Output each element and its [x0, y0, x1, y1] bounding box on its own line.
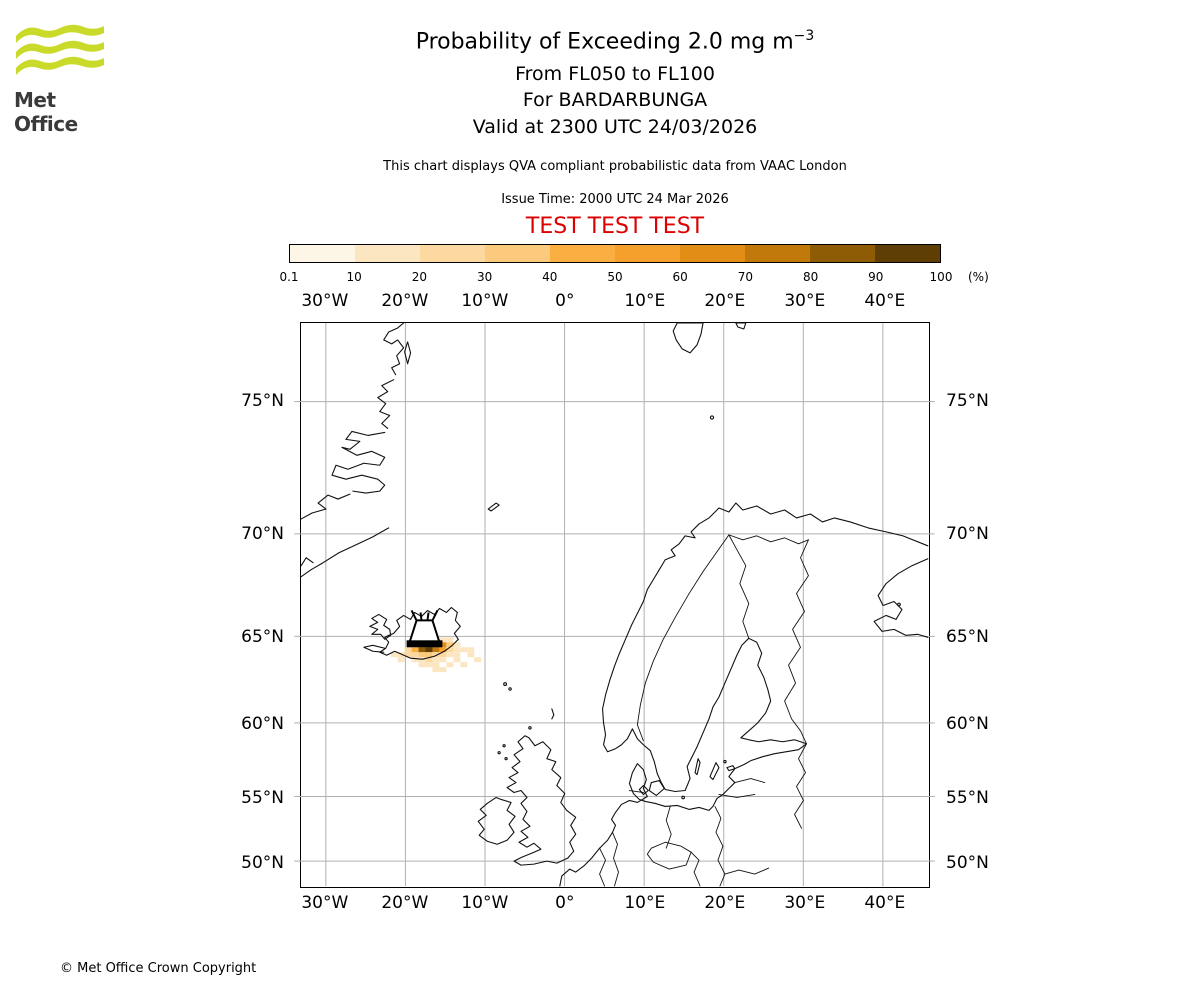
colorbar-segment	[485, 245, 550, 262]
greenland-coast	[301, 323, 410, 577]
ash-probability-cell	[405, 647, 412, 652]
small-islands	[488, 416, 900, 799]
page-title	[250, 28, 980, 54]
met-office-waves-icon	[14, 22, 106, 82]
latitude-label: 60°N	[241, 714, 284, 734]
colorbar-segment	[420, 245, 485, 262]
ash-probability-cell	[439, 657, 446, 662]
test-banner: TEST TEST TEST	[525, 214, 705, 239]
colorbar-segment	[550, 245, 615, 262]
ash-probability-cell	[460, 647, 467, 652]
colorbar-segment	[290, 245, 355, 262]
met-office-logo-text: Met Office	[14, 88, 78, 136]
latitude-axis-right	[938, 322, 1058, 888]
subtitle-valid-time: Valid at 2300 UTC 24/03/2026	[472, 116, 758, 138]
ash-probability-cell	[426, 647, 433, 652]
ash-probability-cell	[432, 667, 439, 672]
ash-probability-cell	[446, 637, 453, 642]
ash-probability-cell	[453, 647, 460, 652]
longitude-label: 10°W	[461, 291, 509, 311]
country-borders	[600, 535, 809, 886]
longitude-label: 20°W	[381, 291, 429, 311]
colorbar-segment	[680, 245, 745, 262]
ash-probability-cell	[432, 657, 439, 662]
qva-note: This chart displays QVA compliant probabilistic data from VAAC London	[383, 159, 847, 174]
ash-probability-cell	[446, 652, 453, 657]
title-superscript: −3	[793, 28, 815, 44]
colorbar-segment	[355, 245, 420, 262]
colorbar-tick-label: 100	[929, 270, 953, 284]
latitude-label: 55°N	[946, 788, 989, 808]
latitude-label: 55°N	[241, 788, 284, 808]
svalbard-coast	[673, 323, 746, 353]
ash-probability-cell	[446, 647, 453, 652]
latitude-label: 65°N	[946, 627, 989, 647]
colorbar-tick-label: 0.1	[279, 270, 299, 284]
colorbar-tick-label: 80	[802, 270, 819, 284]
colorbar-tick-labels	[279, 270, 953, 286]
longitude-label: 0°	[555, 291, 575, 311]
met-office-logo	[14, 22, 114, 136]
ash-probability-cell	[439, 667, 446, 672]
ash-probability-cell	[398, 657, 405, 662]
longitude-label: 40°E	[864, 893, 906, 913]
copyright-notice: © Met Office Crown Copyright	[60, 961, 257, 976]
ash-probability-cell	[412, 647, 419, 652]
ash-probability-cell	[474, 657, 481, 662]
ash-probability-cell	[432, 662, 439, 667]
longitude-label: 10°E	[624, 291, 666, 311]
colorbar-tick-label: 90	[868, 270, 884, 284]
longitude-label: 30°W	[301, 893, 349, 913]
ash-probability-cell	[419, 647, 426, 652]
colorbar-segment	[745, 245, 810, 262]
great-britain-coast	[507, 736, 576, 865]
longitude-label: 10°E	[624, 893, 666, 913]
map-svg	[301, 323, 928, 886]
ireland-coast	[478, 797, 515, 844]
latitude-label: 75°N	[946, 391, 989, 411]
ash-probability-cell	[467, 647, 474, 652]
ash-probability-cell	[426, 662, 433, 667]
title-main: Probability of Exceeding 2.0 mg m	[415, 29, 794, 55]
ash-probability-cell	[453, 657, 460, 662]
longitude-axis-top	[300, 291, 930, 311]
ash-probability-cell	[460, 662, 467, 667]
ash-probability-cell	[419, 652, 426, 657]
ash-probability-cell	[453, 652, 460, 657]
colorbar-unit-label: (%)	[968, 270, 989, 284]
latitude-label: 70°N	[946, 524, 989, 544]
probability-colorbar	[289, 244, 941, 263]
ash-probability-cell	[419, 662, 426, 667]
ash-probability-cell	[467, 652, 474, 657]
longitude-label: 20°E	[704, 893, 746, 913]
longitude-axis-bottom	[300, 893, 930, 913]
latitude-label: 70°N	[241, 524, 284, 544]
latitude-label: 50°N	[946, 853, 989, 873]
subtitle-flight-levels: From FL050 to FL100	[515, 63, 715, 85]
colorbar-tick-label: 10	[346, 270, 362, 284]
subtitle-volcano: For BARDARBUNGA	[522, 89, 708, 111]
longitude-label: 40°E	[864, 291, 906, 311]
longitude-label: 30°E	[784, 893, 826, 913]
longitude-label: 0°	[555, 893, 575, 913]
latitude-label: 50°N	[241, 853, 284, 873]
ash-probability-cell	[412, 652, 419, 657]
ash-probability-cell	[446, 662, 453, 667]
latitude-axis-left	[0, 322, 292, 888]
colorbar-tick-label: 20	[411, 270, 428, 284]
graticule-gridlines	[294, 323, 935, 886]
issue-time: Issue Time: 2000 UTC 24 Mar 2026	[501, 192, 729, 207]
latitude-label: 65°N	[241, 627, 284, 647]
longitude-label: 20°W	[381, 893, 429, 913]
colorbar-tick-label: 50	[607, 270, 623, 284]
colorbar-segment	[875, 245, 940, 262]
colorbar-tick-label: 60	[672, 270, 688, 284]
colorbar-segment	[810, 245, 875, 262]
longitude-label: 10°W	[461, 893, 509, 913]
longitude-label: 30°W	[301, 291, 349, 311]
colorbar-segment	[615, 245, 680, 262]
ash-probability-cell	[432, 647, 439, 652]
colorbar-tick-label: 40	[542, 270, 558, 284]
colorbar-tick-label: 30	[476, 270, 493, 284]
scandinavia-baltic-coast	[560, 503, 928, 886]
longitude-label: 20°E	[704, 291, 746, 311]
latitude-label: 75°N	[241, 391, 284, 411]
colorbar-tick-label: 70	[737, 270, 754, 284]
latitude-label: 60°N	[946, 714, 989, 734]
map-area	[300, 322, 930, 888]
longitude-label: 30°E	[784, 291, 826, 311]
